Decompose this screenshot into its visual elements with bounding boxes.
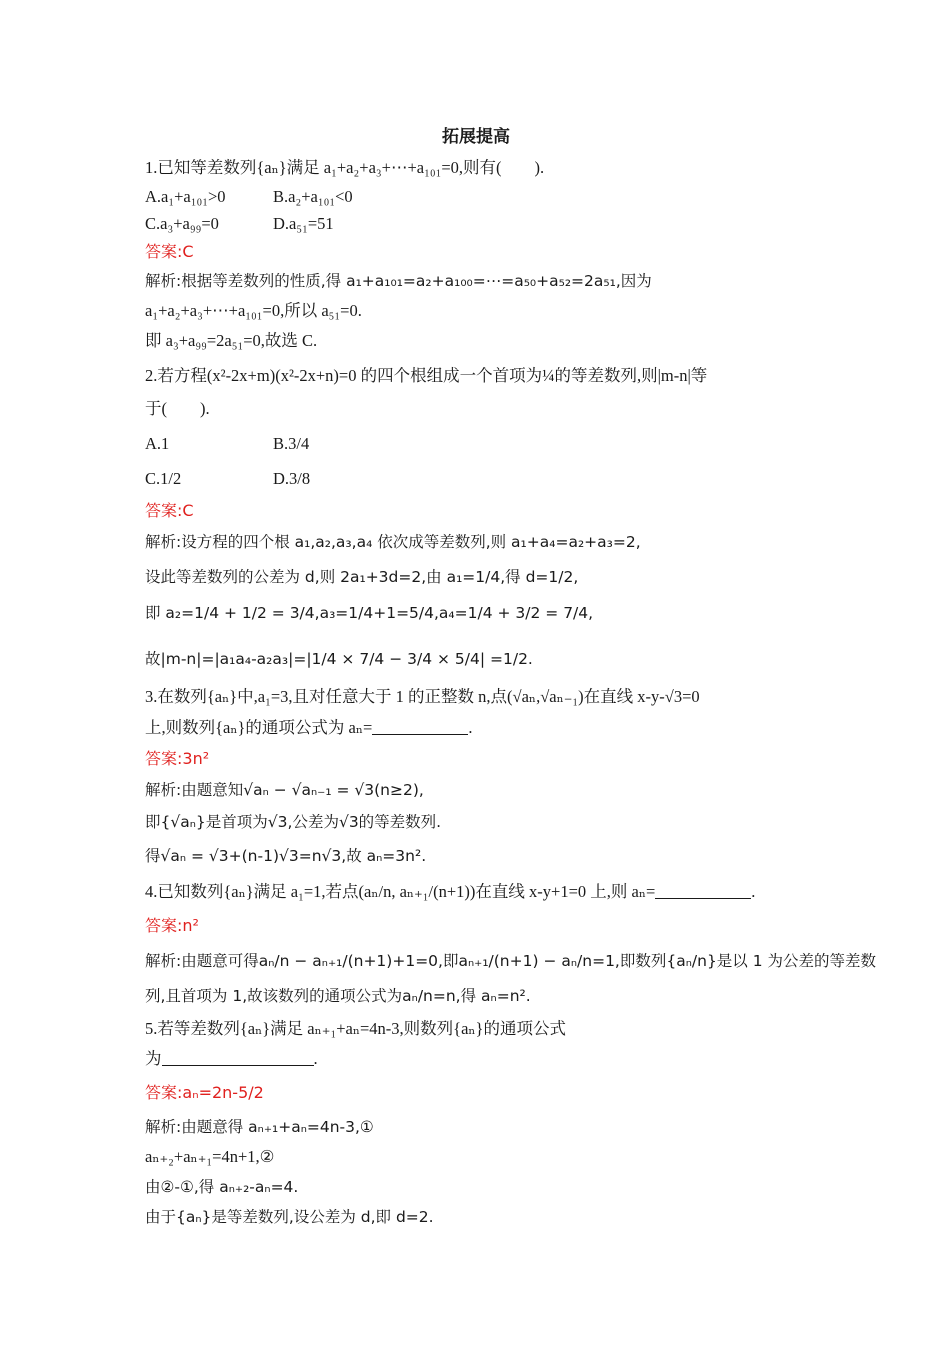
question-5-text: 为 (145, 1049, 162, 1068)
option-1d: D.a₅₁=51 (273, 214, 334, 233)
analysis-2-line1: 解析:设方程的四个根 a₁,a₂,a₃,a₄ 依次成等差数列,则 a₁+a₄=a₂+a₃=2, (145, 533, 641, 551)
option-2b: B.3/4 (273, 434, 310, 453)
answer-1: 答案:C (145, 242, 194, 261)
analysis-3-line1: 解析:由题意知√aₙ − √aₙ₋₁ = √3(n≥2), (145, 781, 424, 799)
answer-3: 答案:3n² (145, 749, 210, 768)
analysis-3-line2: 即{√aₙ}是首项为√3,公差为√3的等差数列. (145, 813, 442, 831)
question-5-line2: 为 . (145, 1049, 318, 1068)
question-1: 1.已知等差数列{aₙ}满足 a₁+a₂+a₃+⋯+a₁₀₁=0,则有( ). (145, 158, 545, 177)
question-2-line2: 于( ). (145, 399, 210, 418)
analysis-4-line1: 解析:由题意可得aₙ/n − aₙ₊₁/(n+1)+1=0,即aₙ₊₁/(n+1) − aₙ/n=1,即数列{aₙ/n}是以 1 为公差的等差数 (145, 952, 877, 970)
analysis-5-line2: aₙ₊₂+aₙ₊₁=4n+1,② (145, 1147, 275, 1166)
option-2d: D.3/8 (273, 469, 311, 488)
section-title: 拓展提高 (442, 127, 510, 147)
answer-blank-3[interactable] (372, 720, 468, 735)
question-4: 4.已知数列{aₙ}满足 a₁=1,若点(aₙ/n, aₙ₊₁/(n+1))在直线 x-y+1=0 上,则 aₙ= . (145, 882, 756, 901)
analysis-4-line2: 列,且首项为 1,故该数列的通项公式为aₙ/n=n,得 aₙ=n². (145, 987, 531, 1005)
analysis-1-line3: 即 a₃+a₉₉=2a₅₁=0,故选 C. (145, 331, 318, 350)
question-4-text: 4.已知数列{aₙ}满足 a₁=1,若点(aₙ/n, aₙ₊₁/(n+1))在直线 x-y+1=0 上,则 aₙ= (145, 882, 656, 901)
answer-4: 答案:n² (145, 916, 199, 935)
question-3-text: 上,则数列{aₙ}的通项公式为 aₙ= (145, 718, 373, 737)
analysis-5-line4: 由于{aₙ}是等差数列,设公差为 d,即 d=2. (145, 1208, 434, 1226)
question-5-line1: 5.若等差数列{aₙ}满足 aₙ₊₁+aₙ=4n-3,则数列{aₙ}的通项公式 (145, 1019, 566, 1038)
answer-blank-5[interactable] (162, 1051, 314, 1066)
question-3-line2: 上,则数列{aₙ}的通项公式为 aₙ= . (145, 718, 473, 737)
answer-2: 答案:C (145, 501, 194, 520)
analysis-2-line4: 故|m-n|=|a₁a₄-a₂a₃|=|1/4 × 7/4 − 3/4 × 5/4| =1/2. (145, 650, 533, 668)
option-1c: C.a₃+a₉₉=0 (145, 214, 219, 233)
analysis-3-line3: 得√aₙ = √3+(n-1)√3=n√3,故 aₙ=3n². (145, 847, 427, 865)
analysis-1-line1: 解析:根据等差数列的性质,得 a₁+a₁₀₁=a₂+a₁₀₀=⋯=a₅₀+a₅₂=2a₅₁,因为 (145, 272, 652, 290)
option-2a: A.1 (145, 434, 170, 453)
answer-blank-4[interactable] (655, 884, 751, 899)
analysis-5-line1: 解析:由题意得 aₙ₊₁+aₙ=4n-3,① (145, 1118, 374, 1136)
option-1a: A.a₁+a₁₀₁>0 (145, 187, 226, 206)
analysis-5-line3: 由②-①,得 aₙ₊₂-aₙ=4. (145, 1178, 299, 1196)
question-2-line1: 2.若方程(x²-2x+m)(x²-2x+n)=0 的四个根组成一个首项为¼的等差数列,则|m-n|等 (145, 366, 708, 385)
option-2c: C.1/2 (145, 469, 182, 488)
analysis-1-line2: a₁+a₂+a₃+⋯+a₁₀₁=0,所以 a₅₁=0. (145, 301, 362, 320)
answer-5: 答案:aₙ=2n-5/2 (145, 1083, 264, 1102)
analysis-2-line3: 即 a₂=1/4 + 1/2 = 3/4,a₃=1/4+1=5/4,a₄=1/4 + 3/2 = 7/4, (145, 604, 594, 622)
question-3-line1: 3.在数列{aₙ}中,a₁=3,且对任意大于 1 的正整数 n,点(√aₙ,√aₙ₋₁)在直线 x-y-√3=0 (145, 687, 700, 706)
option-1b: B.a₂+a₁₀₁<0 (273, 187, 353, 206)
analysis-2-line2: 设此等差数列的公差为 d,则 2a₁+3d=2,由 a₁=1/4,得 d=1/2, (145, 568, 579, 586)
